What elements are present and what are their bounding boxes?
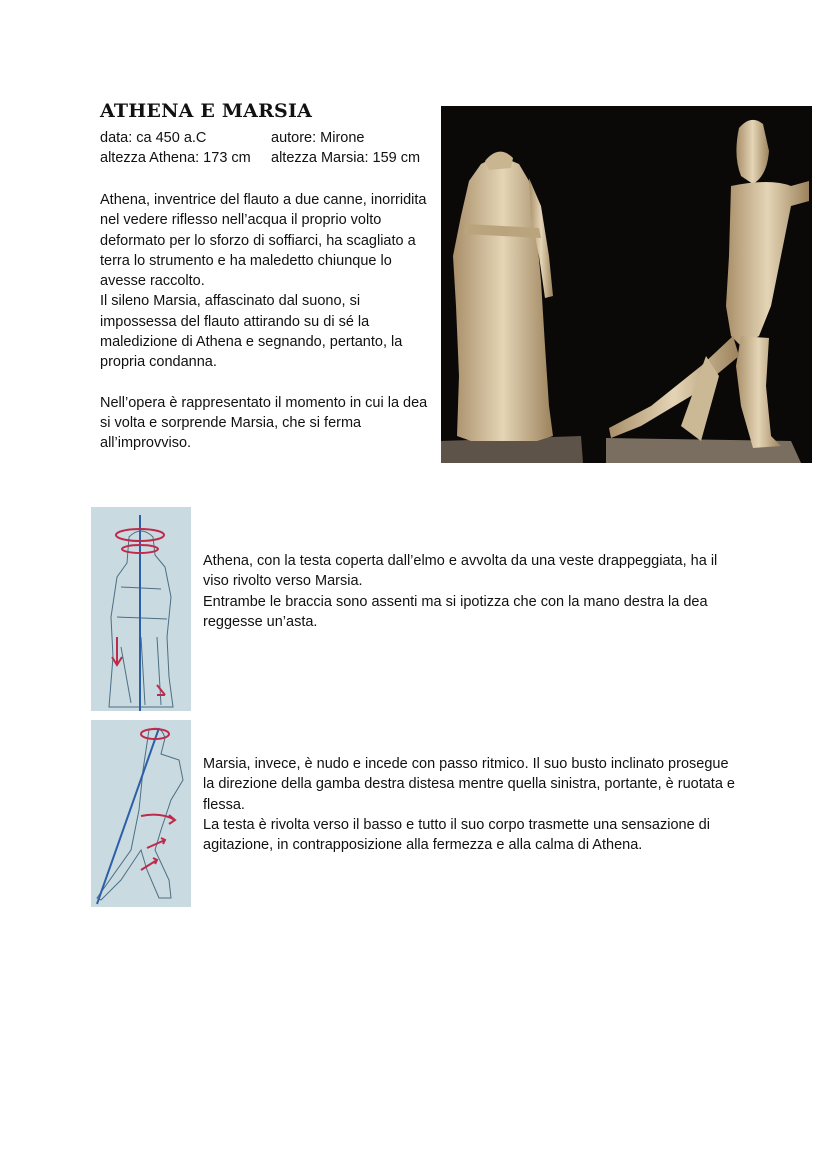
marsia-statue: [609, 120, 809, 448]
artwork-metadata: [100, 128, 420, 168]
intro-paragraph-moment: Nell’opera è rappresentato il momento in cui la dea si volta e sorprende Marsia, che si ferma all’improvviso.: [100, 394, 428, 452]
foot-arrow: [157, 685, 165, 695]
marsia-diagonal-axis: [97, 728, 159, 904]
page-title: ATHENA E MARSIA: [100, 100, 313, 122]
author-label: autore: Mirone: [271, 130, 365, 146]
athena-description-p1: Athena, con la testa coperta dall’elmo e avvolta da una veste drappeggiata, ha il viso rivolto verso Marsia.: [203, 553, 718, 590]
marsia-sketch: [91, 720, 191, 907]
date-label: data: ca 450 a.C: [100, 130, 207, 146]
marsia-height-label: altezza Marsia: 159 cm: [271, 150, 421, 166]
intro-paragraph-marsia: Il sileno Marsia, affascinato dal suono, si impossessa del flauto attirando su di sé la maledizione di Athena e segnando, pertanto, la propria condanna.: [100, 293, 403, 371]
athena-description-p2: Entrambe le braccia sono assenti ma si ipotizza che con la mano destra la dea reggesse un’asta.: [203, 593, 708, 630]
athena-description: [203, 551, 743, 632]
marsia-description-p1: Marsia, invece, è nudo e incede con passo ritmico. Il suo busto inclinato prosegue la direzione della gamba destra distesa mentre quella sinistra, portante, è ruotata e flessa.: [203, 756, 735, 813]
athena-statue: [453, 152, 553, 441]
marsia-sketch-outline: [97, 728, 183, 900]
marsia-leg-arrow: [141, 858, 157, 870]
marsia-hip-arrow: [141, 815, 175, 824]
athena-sketch: [91, 507, 191, 711]
leg-down-arrow: [112, 637, 122, 665]
intro-paragraph-athena: Athena, inventrice del flauto a due canne, inorridita nel vedere riflesso nell’acqua il proprio volto deformato per lo sforzo di soffiarci, ha scagliato a terra lo strumento e ha maledetto chiunque lo avesse raccolto.: [100, 192, 427, 290]
marsia-description-p2: La testa è rivolta verso il basso e tutto il suo corpo trasmette una sensazione di agitazione, in contrapposizione alla fermezza e alla calma di Athena.: [203, 816, 710, 854]
athena-height-label: altezza Athena: 173 cm: [100, 150, 251, 166]
marsia-description: [203, 754, 743, 855]
sculpture-photo: [441, 106, 812, 463]
intro-text: [100, 190, 430, 454]
